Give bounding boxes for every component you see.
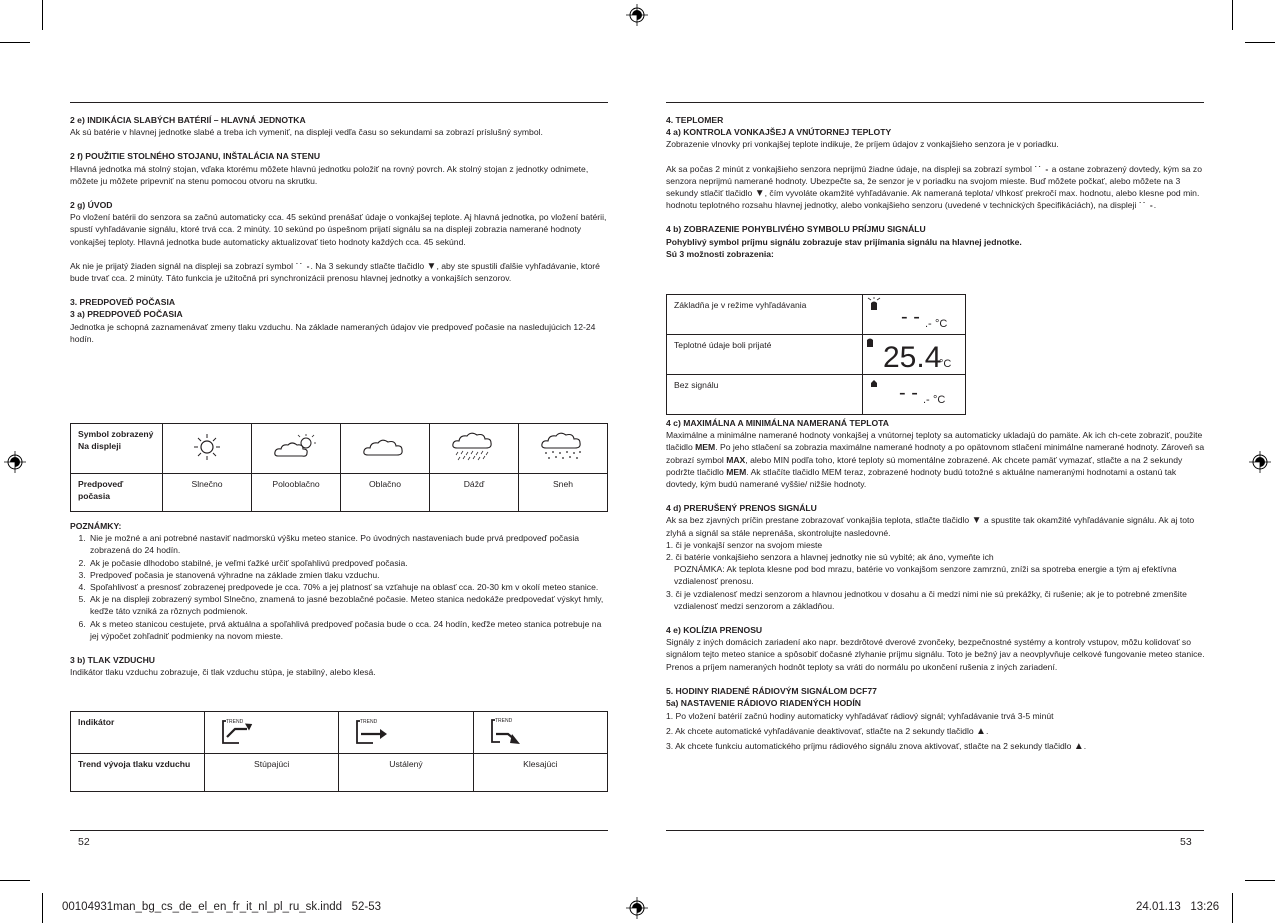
- section-heading: 4 e) KOLÍZIA PRENOSU: [666, 625, 763, 636]
- forecast-label: Slnečno: [163, 474, 252, 512]
- table-header-cell: Trend vývoja tlaku vzduchu: [71, 754, 205, 792]
- forecast-label: Sneh: [519, 474, 608, 512]
- list-item: 1. Po vložení batérií začnú hodiny automaticky vyhľadávať rádiový signál; vyhľadávanie trvá 3-5 minút: [666, 711, 1054, 722]
- note-item: 2. Ak je počasie dlhodobo stabilné, je veľmi ťažké určiť spoľahlivú predpoveď počasia.: [88, 557, 610, 569]
- pressure-trend-table: [70, 711, 608, 792]
- crop-mark: [1232, 0, 1233, 30]
- weather-symbol-cell: [341, 424, 430, 474]
- svg-text:TREND: TREND: [226, 719, 244, 725]
- signal-status-label: Bez signálu: [667, 375, 863, 415]
- trend-rising-icon: [221, 717, 255, 745]
- down-button-icon: ▼: [426, 260, 437, 272]
- weather-forecast-table: [70, 423, 608, 512]
- list-item: 3. Ak chcete funkciu automatického príjmu rádiového signálu znova aktivovať, stlačte na 2 sekundy tlačidlo ▲.: [666, 741, 1087, 753]
- section-heading: 5. HODINY RIADENÉ RÁDIOVÝM SIGNÁLOM DCF77: [666, 685, 877, 696]
- svg-text:- -: - -: [899, 382, 918, 404]
- svg-text:°C: °C: [933, 394, 946, 406]
- list-item: 3. či je vzdialenosť medzi senzorom a hlavnou jednotkou v dosahu a či medzi nimi nie sú prekážky, či rušenie; ak je to potrebné zmenšite vzdialenosť medzi senzorom a základňou.: [666, 588, 1187, 611]
- cloudy-icon: [360, 432, 410, 462]
- section-heading: 4 d) PRERUŠENÝ PRENOS SIGNÁLU: [666, 503, 817, 514]
- table-header-cell: Indikátor: [71, 712, 205, 754]
- registration-mark-icon: [626, 897, 648, 919]
- trend-symbol-cell: [205, 712, 339, 754]
- svg-text:TREND: TREND: [360, 719, 378, 725]
- weather-symbol-cell: [163, 424, 252, 474]
- lcd-display: [863, 375, 966, 415]
- trend-falling-icon: [490, 716, 524, 746]
- max-symbol-label: MAX: [726, 454, 746, 465]
- signal-status-table: [666, 294, 966, 415]
- right-page-lower: [666, 417, 1206, 754]
- paragraph: Indikátor tlaku vzduchu zobrazuje, či tlak vzduchu stúpa, je stabilný, alebo klesá.: [70, 667, 376, 678]
- note-item: 4. Spoľahlivosť a presnosť zobrazenej predpovede je cca. 70% a jej platnosť sa vzťahuje na oblasť cca. 20-30 km v okolí meteo stanice.: [88, 581, 610, 593]
- notes-list: [70, 532, 610, 642]
- paragraph: Ak sa bez zjavných príčin prestane zobrazovať vonkajšia teplota, stlačte tlačidlo ▼ a spustite tak okamžité vyhľadávanie signálu. Ak aj toto zlyhá a signál sa stále neprenáša, skontrolujte nasledovné.: [666, 515, 1195, 538]
- page-number-left: 52: [78, 836, 90, 848]
- left-page: [70, 114, 610, 345]
- trend-symbol-cell: [473, 712, 607, 754]
- section-heading: 2 g) ÚVOD: [70, 200, 113, 211]
- paragraph: Signály z iných domácich zariadení ako napr. bezdrôtové dverové zvončeky, bezpečnostné systémy a kontroly vstupov, môžu kolidovať so signálom tejto meteo stanice a spôsobiť dočasné zlyhanie príjmu signálu. Toto je bežný jav a neovplyvňuje celkové fungovanie meteo stanice. Prenos a príjem nameraných hodnôt teploty sa vráti do normálu po ukončení rušenia z iných zariadení.: [666, 637, 1205, 672]
- trend-label: Klesajúci: [473, 754, 607, 792]
- paragraph: Po vložení batérii do senzora sa začnú automaticky cca. 45 sekúnd prenášať údaje o vonkajšej teplote. Aj hlavná jednotka, po vložení batérii, spustí vyhľadávanie signálu, ktoré trvá cca. 2 minúty. 10 sekúnd po úspešnom prijatí signálu sa na displeji zobrazia namerané hodnoty vonkajšej teploty. Hlavná jednotka bude automaticky aktualizovať tieto hodnoty každých cca. 45 sekúnd.: [70, 212, 607, 247]
- bold-paragraph: Pohyblivý symbol príjmu signálu zobrazuje stav prijímania signálu na hlavnej jednotke.: [666, 236, 1022, 247]
- page-number-right: 53: [1180, 836, 1192, 848]
- section-heading: 2 e) INDIKÁCIA SLABÝCH BATÉRIÍ – HLAVNÁ JEDNOTKA: [70, 115, 306, 125]
- paragraph: Hlavná jednotka má stolný stojan, vďaka ktorému môžete hlavnú jednotku položiť na rovný povrch. Ak stolný stojan z jednotky odnimete, môžete ju môžete pripevniť na stenu pomocou otvoru na skrutku.: [70, 163, 589, 186]
- sun-icon: [190, 432, 224, 462]
- signal-status-label: Teplotné údaje boli prijaté: [667, 335, 863, 375]
- crop-mark: [42, 0, 43, 30]
- footer-rule-right: [666, 830, 1204, 831]
- registration-mark-icon: [1249, 451, 1271, 473]
- forecast-label: Polooblačno: [252, 474, 341, 512]
- section-heading: 2 f) POUŽITIE STOLNÉHO STOJANU, INŠTALÁCIA NA STENU: [70, 151, 321, 162]
- forecast-label: Dážď: [430, 474, 519, 512]
- paragraph: Ak nie je prijatý žiaden signál na displeji sa zobrazí symbol ˙˙ -. Na 3 sekundy stlačte tlačidlo ▼, aby ste spustili ďalšie vyhľadávanie, ktoré bude trvať cca. 2 minúty. Táto funkcia je užitočná pri synchronizácii prenosu hlavnej jednotky a vonkajších senzorov.: [70, 260, 600, 284]
- note-item: 6. Ak s meteo stanicou cestujete, prvá aktuálna a spoľahlivá predpoveď počasia bude o cca. 24 hodín, keďže meteo stanica potrebuje na jej výpočet zohľadniť podmienky na novom mieste.: [88, 618, 610, 642]
- no-signal-symbol: ˙˙ -: [1138, 200, 1154, 211]
- notes-block: [70, 520, 610, 678]
- snow-icon: [538, 431, 588, 463]
- trend-label: Stúpajúci: [205, 754, 339, 792]
- svg-text:.-: .-: [925, 318, 932, 330]
- mem-button-label: MEM: [726, 466, 747, 477]
- paragraph: Maximálne a minimálne namerané hodnoty vonkajšej a vnútornej teploty sa automaticky ukladajú do pamäte. Ak ich ch-cete zobraziť, použite tlačidlo MEM. Po jeho stlačení sa zobrazia maximálne namerané hodnoty a po opätovnom stlačení minimálne namerané hodnoty. Zároveň sa zobrazí symbol MAX, alebo MIN podľa toho, ktoré teploty sú momentálne zobrazené. Ak chcete pamäť vymazať, stlačte a na 2 sekundy podržte tlačidlo MEM. Ak stlačíte tlačidlo MEM teraz, zobrazené hodnoty budú totožné s aktuálne nameranými hodnotami a ostanú tak dovtedy, kým budú namerané vyššie/ nižšie hodnoty.: [666, 430, 1205, 490]
- searching-antenna-icon: [863, 295, 963, 331]
- svg-text:°C: °C: [939, 358, 952, 370]
- crop-mark: [1245, 880, 1275, 881]
- note-item: 5. Ak je na displeji zobrazený symbol Slnečno, znamená to jasné bezoblačné počasie. Meteo stanica nedokáže predpovedať výskyt hmly, keďže táto vzniká za rôznych podmienok.: [88, 593, 610, 617]
- section-heading: 3 b) TLAK VZDUCHU: [70, 655, 155, 666]
- svg-text:.-: .-: [923, 394, 930, 406]
- slug-datetime: 24.01.13 13:26: [1136, 901, 1220, 913]
- list-item: 1. či je vonkajší senzor na svojom mieste: [666, 539, 823, 550]
- crop-mark: [0, 42, 30, 43]
- note-item: 1. Nie je možné a ani potrebné nastaviť nadmorskú výšku meteo stanice. Po úvodných nastaveniach bude prvá predpoveď počasia zobrazená do 24 hodín.: [88, 532, 610, 556]
- crop-mark: [1245, 42, 1275, 43]
- lcd-display: [863, 295, 966, 335]
- paragraph: Zobrazenie vlnovky pri vonkajšej teplote indikuje, že príjem údajov z vonkajšieho senzora je v poriadku.: [666, 139, 1059, 150]
- mem-button-label: MEM: [695, 442, 716, 453]
- paragraph: Ak sú batérie v hlavnej jednotke slabé a treba ich vymeniť, na displeji vedľa času so sekundami sa zobrazí príslušný symbol.: [70, 127, 543, 138]
- partly-cloudy-icon: [272, 432, 320, 462]
- header-rule-right: [666, 102, 1204, 103]
- svg-text:TREND: TREND: [494, 718, 512, 724]
- section-heading: 4 b) ZOBRAZENIE POHYBLIVÉHO SYMBOLU PRÍJMU SIGNÁLU: [666, 224, 926, 235]
- paragraph: Jednotka je schopná zaznamenávať zmeny tlaku vzduchu. Na základe nameraných údajov vie predpoveď počasie na nasledujúcich 12-24 hodín.: [70, 321, 596, 344]
- list-item: 2. Ak chcete automatické vyhľadávanie deaktivovať, stlačte na 2 sekundy tlačidlo ▲.: [666, 726, 989, 738]
- section-heading: 3. PREDPOVEĎ POČASIA: [70, 297, 176, 308]
- registration-mark-icon: [626, 4, 648, 26]
- paragraph: Ak sa počas 2 minút z vonkajšieho senzora neprijmú žiadne údaje, na displeji sa zobrazí symbol ˙˙ - a ostane zobrazený dovtedy, kým sa zo senzora neprijmú namerané hodnoty. Ubezpečte sa, že senzor je v poriadku na svojom mieste. Buď môžete počkať, alebo môžete na 3 sekundy stlačiť tlačidlo ▼, čím vyvoláte okamžité vyhľadávanie. Ak nameraná teplota/ vlhkosť prekročí max. hodnotu, alebo klesne pod min. hodnotu teplotného rozsahu hlavnej jednotky, alebo vonkajšieho senzoru (uvedené v technických špecifikáciách), na displeji ˙˙ -.: [666, 163, 1202, 211]
- lcd-display: [863, 335, 966, 375]
- up-button-icon: ▲: [1073, 741, 1084, 753]
- trend-symbol-cell: [339, 712, 473, 754]
- table-header-cell: Predpoveď počasia: [71, 474, 163, 512]
- footer-rule-left: [70, 830, 608, 831]
- table-header-cell: Symbol zobrazený Na displeji: [71, 424, 163, 474]
- weather-symbol-cell: [252, 424, 341, 474]
- list-item: 2. či batérie vonkajšieho senzora a hlavnej jednotky nie sú vybité; ak áno, vymeňte ich: [666, 552, 994, 563]
- received-antenna-icon: [863, 335, 963, 371]
- rain-icon: [449, 431, 499, 463]
- down-button-icon: ▼: [971, 515, 982, 527]
- right-page: [666, 114, 1206, 260]
- crop-mark: [42, 893, 43, 923]
- registration-mark-icon: [4, 451, 26, 473]
- subsection-heading: 4 a) KONTROLA VONKAJŠEJ A VNÚTORNEJ TEPLOTY: [666, 127, 892, 138]
- notes-heading: POZNÁMKY:: [70, 521, 122, 531]
- crop-mark: [0, 880, 30, 881]
- down-button-icon: ▼: [754, 188, 765, 200]
- no-signal-symbol: ˙˙ -: [295, 260, 311, 271]
- no-signal-symbol: ˙˙ -: [1034, 163, 1050, 174]
- crop-mark: [1232, 893, 1233, 923]
- weather-symbol-cell: [519, 424, 608, 474]
- note-item: 3. Predpoveď počasia je stanovená výhradne na základe zmien tlaku vzduchu.: [88, 569, 610, 581]
- signal-status-label: Základňa je v režime vyhľadávania: [667, 295, 863, 335]
- svg-text:°C: °C: [935, 318, 948, 330]
- svg-text:- -: - -: [901, 306, 920, 328]
- subsection-heading: 3 a) PREDPOVEĎ POČASIA: [70, 309, 183, 320]
- header-rule-left: [70, 102, 608, 103]
- weather-symbol-cell: [430, 424, 519, 474]
- section-heading: 4. TEPLOMER: [666, 115, 724, 125]
- trend-label: Ustálený: [339, 754, 473, 792]
- subsection-heading: 5a) NASTAVENIE RÁDIOVO RIADENÝCH HODÍN: [666, 698, 861, 709]
- trend-steady-icon: [355, 717, 389, 745]
- section-heading: 4 c) MAXIMÁLNA A MINIMÁLNA NAMERANÁ TEPLOTA: [666, 418, 889, 428]
- no-signal-antenna-icon: [863, 375, 963, 411]
- bold-paragraph: Sú 3 možnosti zobrazenia:: [666, 248, 774, 259]
- forecast-label: Oblačno: [341, 474, 430, 512]
- list-item-note: POZNÁMKA: Ak teplota klesne pod bod mrazu, batérie vo vonkajšom senzore zamrznú, zníži sa spotreba energie a tým aj efektívna vzdialenosť prenosu.: [674, 564, 1177, 587]
- svg-text:25.4: 25.4: [883, 341, 942, 371]
- slug-filename: 00104931man_bg_cs_de_el_en_fr_it_nl_pl_ru_sk.indd 52-53: [62, 901, 382, 913]
- up-button-icon: ▲: [976, 726, 986, 738]
